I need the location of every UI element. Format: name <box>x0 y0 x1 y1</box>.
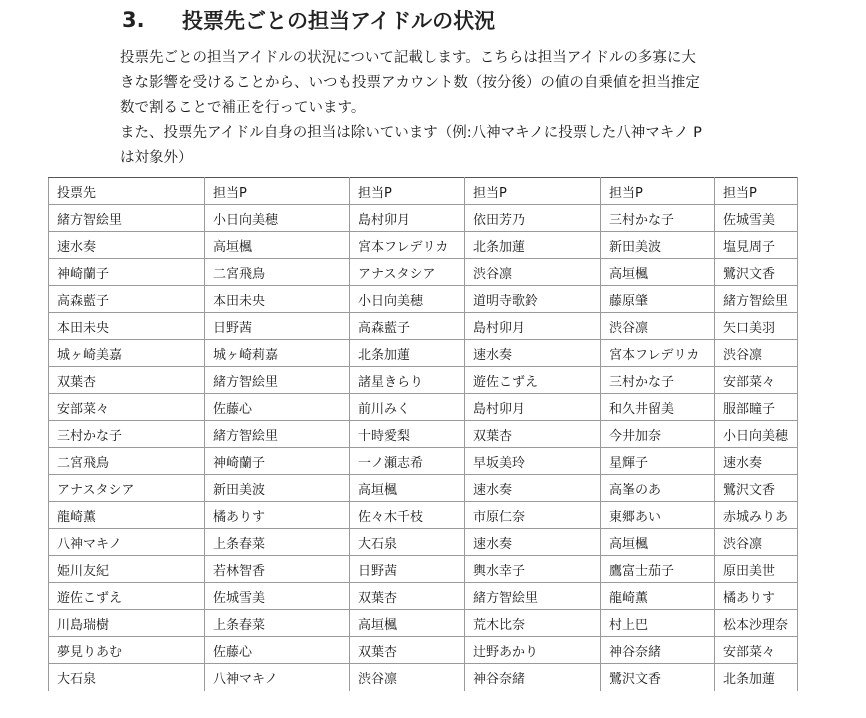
producer-idol-cell: 佐藤心 <box>205 637 350 664</box>
producer-idol-cell: 上条春菜 <box>205 610 350 637</box>
producer-idol-cell: 若林智香 <box>205 556 350 583</box>
paragraph-line: 数で割ることで補正を行っています。 <box>120 100 366 116</box>
producer-idol-cell: 辻野あかり <box>465 637 601 664</box>
vote-target-cell: 夢見りあむ <box>49 637 205 664</box>
column-header-vote-target: 投票先 <box>49 178 205 205</box>
column-header-producer: 担当P <box>601 178 715 205</box>
vote-target-cell: 本田未央 <box>49 313 205 340</box>
producer-idol-cell: 高垣楓 <box>350 475 465 502</box>
vote-target-cell: 双葉杏 <box>49 367 205 394</box>
producer-idol-cell: 高峯のあ <box>601 475 715 502</box>
producer-idol-cell: 遊佐こずえ <box>465 367 601 394</box>
producer-idol-cell: 鷺沢文香 <box>715 259 798 286</box>
paragraph-exclusion-note <box>120 121 770 171</box>
producer-idol-cell: 荒木比奈 <box>465 610 601 637</box>
producer-idol-cell: 矢口美羽 <box>715 313 798 340</box>
producer-idol-cell: 北条加蓮 <box>350 340 465 367</box>
producer-idol-cell: 本田未央 <box>205 286 350 313</box>
table-row <box>49 313 798 340</box>
producer-idol-cell: 日野茜 <box>205 313 350 340</box>
producer-idol-cell: 緒方智絵里 <box>715 286 798 313</box>
producer-idol-cell: 安部菜々 <box>715 367 798 394</box>
producer-idol-cell: 高垣楓 <box>350 610 465 637</box>
producer-idol-cell: 渋谷凛 <box>350 664 465 691</box>
producer-idol-cell: 渋谷凛 <box>601 313 715 340</box>
column-header-producer: 担当P <box>715 178 798 205</box>
producer-idol-cell: 城ヶ崎莉嘉 <box>205 340 350 367</box>
producer-idol-cell: 三村かな子 <box>601 367 715 394</box>
producer-idol-cell: 高垣楓 <box>205 232 350 259</box>
section-number: 3. <box>122 8 145 32</box>
idol-assignment-table <box>48 177 798 691</box>
producer-idol-cell: 北条加蓮 <box>715 664 798 691</box>
producer-idol-cell: 松本沙理奈 <box>715 610 798 637</box>
producer-idol-cell: 佐藤心 <box>205 394 350 421</box>
table-row <box>49 259 798 286</box>
producer-idol-cell: 一ノ瀬志希 <box>350 448 465 475</box>
vote-target-cell: 遊佐こずえ <box>49 583 205 610</box>
producer-idol-cell: 佐城雪美 <box>715 205 798 232</box>
vote-target-cell: 大石泉 <box>49 664 205 691</box>
vote-target-cell: 安部菜々 <box>49 394 205 421</box>
producer-idol-cell: 速水奏 <box>465 340 601 367</box>
producer-idol-cell: 藤原肇 <box>601 286 715 313</box>
table-row <box>49 286 798 313</box>
table-row <box>49 232 798 259</box>
producer-idol-cell: 島村卯月 <box>350 205 465 232</box>
producer-idol-cell: 速水奏 <box>715 448 798 475</box>
producer-idol-cell: 今井加奈 <box>601 421 715 448</box>
producer-idol-cell: 緒方智絵里 <box>465 583 601 610</box>
producer-idol-cell: 橘ありす <box>715 583 798 610</box>
producer-idol-cell: 小日向美穂 <box>350 286 465 313</box>
vote-target-cell: アナスタシア <box>49 475 205 502</box>
table-row <box>49 340 798 367</box>
producer-idol-cell: 村上巴 <box>601 610 715 637</box>
producer-idol-cell: 鷺沢文香 <box>715 475 798 502</box>
producer-idol-cell: 島村卯月 <box>465 313 601 340</box>
producer-idol-cell: 鷺沢文香 <box>601 664 715 691</box>
vote-target-cell: 高森藍子 <box>49 286 205 313</box>
vote-target-cell: 川島瑞樹 <box>49 610 205 637</box>
producer-idol-cell: 小日向美穂 <box>205 205 350 232</box>
producer-idol-cell: 渋谷凛 <box>715 529 798 556</box>
producer-idol-cell: 高垣楓 <box>601 259 715 286</box>
producer-idol-cell: 三村かな子 <box>601 205 715 232</box>
producer-idol-cell: 神谷奈緒 <box>601 637 715 664</box>
table-row <box>49 502 798 529</box>
paragraph-line: は対象外） <box>120 150 193 166</box>
producer-idol-cell: 大石泉 <box>350 529 465 556</box>
vote-target-cell: 三村かな子 <box>49 421 205 448</box>
producer-idol-cell: アナスタシア <box>350 259 465 286</box>
producer-idol-cell: 塩見周子 <box>715 232 798 259</box>
vote-target-cell: 龍崎薫 <box>49 502 205 529</box>
column-header-producer: 担当P <box>205 178 350 205</box>
table-header-row <box>49 178 798 205</box>
table-row <box>49 583 798 610</box>
column-header-producer: 担当P <box>465 178 601 205</box>
producer-idol-cell: 上条春菜 <box>205 529 350 556</box>
vote-target-cell: 緒方智絵里 <box>49 205 205 232</box>
producer-idol-cell: 緒方智絵里 <box>205 421 350 448</box>
producer-idol-cell: 神崎蘭子 <box>205 448 350 475</box>
section-heading <box>122 4 495 36</box>
producer-idol-cell: 服部瞳子 <box>715 394 798 421</box>
table-row <box>49 448 798 475</box>
producer-idol-cell: 渋谷凛 <box>715 340 798 367</box>
producer-idol-cell: 日野茜 <box>350 556 465 583</box>
producer-idol-cell: 小日向美穂 <box>715 421 798 448</box>
producer-idol-cell: 双葉杏 <box>465 421 601 448</box>
producer-idol-cell: 佐城雪美 <box>205 583 350 610</box>
table-row <box>49 664 798 691</box>
producer-idol-cell: 北条加蓮 <box>465 232 601 259</box>
producer-idol-cell: 双葉杏 <box>350 637 465 664</box>
producer-idol-cell: 速水奏 <box>465 475 601 502</box>
producer-idol-cell: 龍崎薫 <box>601 583 715 610</box>
section-body <box>120 46 770 171</box>
vote-target-cell: 八神マキノ <box>49 529 205 556</box>
paragraph-line: きな影響を受けることから、いつも投票アカウント数（按分後）の値の自乗値を担当推定 <box>120 75 700 91</box>
table-row <box>49 421 798 448</box>
producer-idol-cell: 諸星きらり <box>350 367 465 394</box>
producer-idol-cell: 新田美波 <box>601 232 715 259</box>
table-row <box>49 475 798 502</box>
producer-idol-cell: 市原仁奈 <box>465 502 601 529</box>
producer-idol-cell: 原田美世 <box>715 556 798 583</box>
producer-idol-cell: 高垣楓 <box>601 529 715 556</box>
producer-idol-cell: 星輝子 <box>601 448 715 475</box>
producer-idol-cell: 輿水幸子 <box>465 556 601 583</box>
producer-idol-cell: 新田美波 <box>205 475 350 502</box>
producer-idol-cell: 佐々木千枝 <box>350 502 465 529</box>
producer-idol-cell: 和久井留美 <box>601 394 715 421</box>
producer-idol-cell: 早坂美玲 <box>465 448 601 475</box>
producer-idol-cell: 高森藍子 <box>350 313 465 340</box>
paragraph-correction-note <box>120 46 770 121</box>
producer-idol-cell: 八神マキノ <box>205 664 350 691</box>
table-row <box>49 367 798 394</box>
table-row <box>49 556 798 583</box>
producer-idol-cell: 前川みく <box>350 394 465 421</box>
producer-idol-cell: 速水奏 <box>465 529 601 556</box>
table-row <box>49 394 798 421</box>
vote-target-cell: 姫川友紀 <box>49 556 205 583</box>
producer-idol-cell: 依田芳乃 <box>465 205 601 232</box>
producer-idol-cell: 東郷あい <box>601 502 715 529</box>
producer-idol-cell: 渋谷凛 <box>465 259 601 286</box>
section-title: 投票先ごとの担当アイドルの状況 <box>182 9 496 33</box>
paragraph-line: 投票先ごとの担当アイドルの状況について記載します。こちらは担当アイドルの多寡に大 <box>120 50 696 66</box>
table-row <box>49 610 798 637</box>
producer-idol-cell: 島村卯月 <box>465 394 601 421</box>
column-header-producer: 担当P <box>350 178 465 205</box>
producer-idol-cell: 宮本フレデリカ <box>350 232 465 259</box>
producer-idol-cell: 橘ありす <box>205 502 350 529</box>
producer-idol-cell: 道明寺歌鈴 <box>465 286 601 313</box>
producer-idol-cell: 鷹富士茄子 <box>601 556 715 583</box>
table-body <box>49 205 798 691</box>
producer-idol-cell: 神谷奈緒 <box>465 664 601 691</box>
vote-target-cell: 神崎蘭子 <box>49 259 205 286</box>
table-row <box>49 529 798 556</box>
vote-target-cell: 速水奏 <box>49 232 205 259</box>
producer-idol-cell: 二宮飛鳥 <box>205 259 350 286</box>
producer-idol-cell: 安部菜々 <box>715 637 798 664</box>
vote-target-cell: 城ヶ崎美嘉 <box>49 340 205 367</box>
producer-idol-cell: 赤城みりあ <box>715 502 798 529</box>
producer-idol-cell: 宮本フレデリカ <box>601 340 715 367</box>
vote-target-cell: 二宮飛鳥 <box>49 448 205 475</box>
producer-idol-cell: 双葉杏 <box>350 583 465 610</box>
producer-idol-cell: 緒方智絵里 <box>205 367 350 394</box>
table-row <box>49 205 798 232</box>
table-row <box>49 637 798 664</box>
paragraph-line: また、投票先アイドル自身の担当は除いています（例:八神マキノに投票した八神マキノ P <box>120 125 702 141</box>
producer-idol-cell: 十時愛梨 <box>350 421 465 448</box>
